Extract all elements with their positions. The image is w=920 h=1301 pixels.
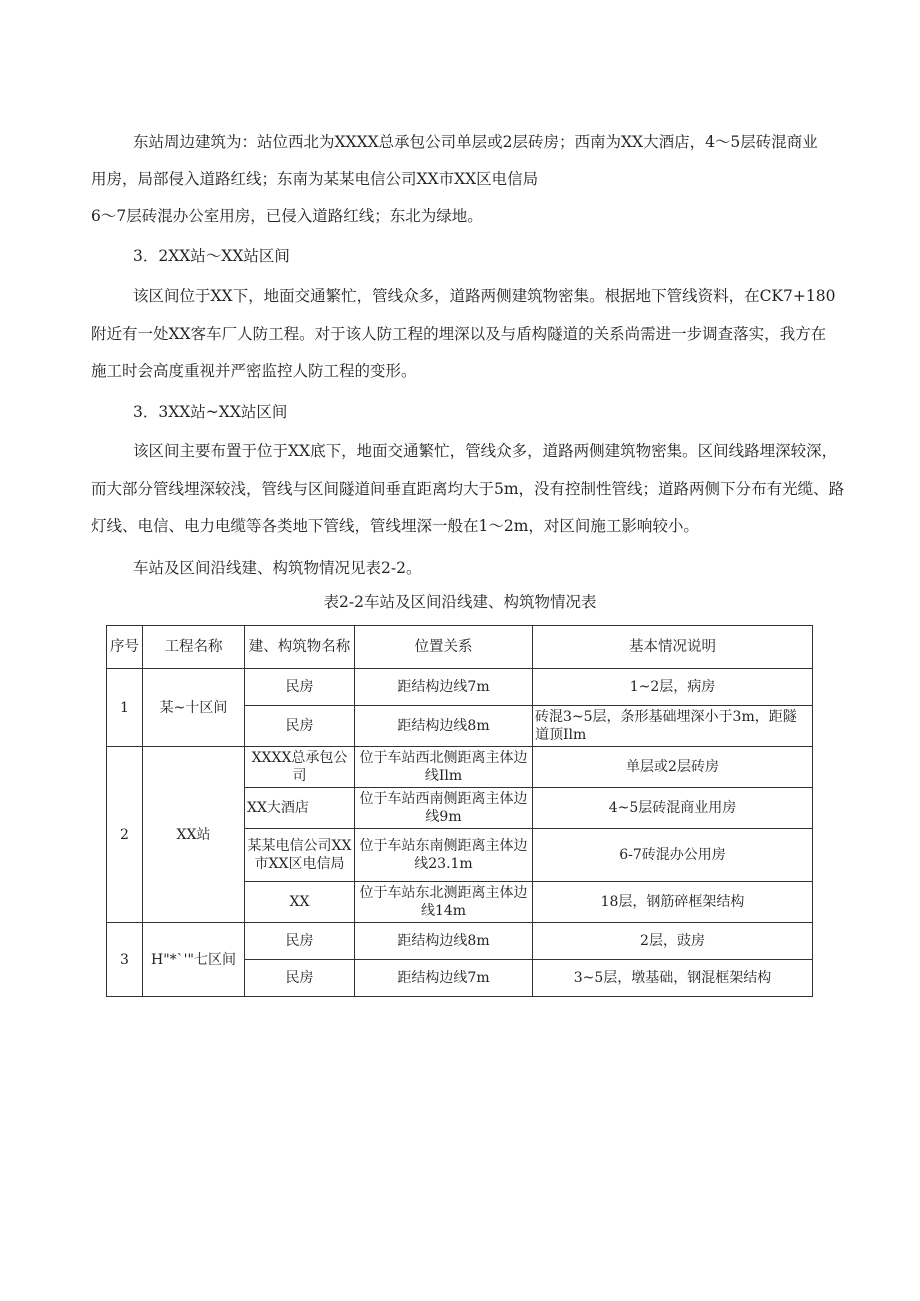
header-description: 基本情况说明 bbox=[533, 626, 813, 669]
table-caption: 表2-2车站及区间沿线建、构筑物情况表 bbox=[323, 593, 597, 611]
description-cell: 3~5层，墩基础，钢混框架结构 bbox=[533, 960, 813, 997]
group-no: 1 bbox=[107, 669, 143, 747]
paragraph-section-3-3-3: 灯线、电信、电力电缆等各类地下管线，管线埋深一般在1～2m，对区间施工影响较小。 bbox=[91, 517, 699, 535]
paragraph-section-3-2-2: 附近有一处XX客车厂人防工程。对于该人防工程的埋深以及与盾构隧道的关系尚需进一步调查落实，我方在 bbox=[91, 325, 827, 343]
group-name: XX站 bbox=[143, 747, 245, 923]
description-cell: 1~2层，病房 bbox=[533, 669, 813, 706]
building-cell: XXXX总承包公司 bbox=[245, 747, 355, 788]
buildings-table bbox=[106, 625, 813, 997]
paragraph-east-station-1: 东站周边建筑为：站位西北为XXXX总承包公司单层或2层砖房；西南为XX大酒店，4～5层砖混商业 bbox=[133, 133, 818, 151]
table-row bbox=[107, 923, 813, 960]
table-row bbox=[107, 747, 813, 788]
paragraph-section-3-2-3: 施工时会高度重视并严密监控人防工程的变形。 bbox=[91, 362, 417, 380]
description-cell: 单层或2层砖房 bbox=[533, 747, 813, 788]
paragraph-table-reference: 车站及区间沿线建、构筑物情况见表2-2。 bbox=[133, 559, 422, 577]
paragraph-section-3-3-1: 该区间主要布置于位于XX底下，地面交通繁忙，管线众多，道路两侧建筑物密集。区间线路埋深较深， bbox=[133, 442, 838, 460]
paragraph-east-station-3: 6～7层砖混办公室用房，已侵入道路红线；东北为绿地。 bbox=[91, 207, 483, 225]
description-cell: 18层，钢筋碎框架结构 bbox=[533, 882, 813, 923]
position-cell: 距结构边线8m bbox=[355, 706, 533, 747]
position-cell: 距结构边线8m bbox=[355, 923, 533, 960]
header-building-name: 建、构筑物名称 bbox=[245, 626, 355, 669]
description-cell: 6-7砖混办公用房 bbox=[533, 829, 813, 882]
paragraph-east-station-2: 用房，局部侵入道路红线；东南为某某电信公司XX市XX区电信局 bbox=[91, 170, 539, 188]
building-cell: 某某电信公司XX市XX区电信局 bbox=[245, 829, 355, 882]
building-cell: 民房 bbox=[245, 960, 355, 997]
header-project-name: 工程名称 bbox=[143, 626, 245, 669]
position-cell: 位于车站西南侧距离主体边线9m bbox=[355, 788, 533, 829]
group-no: 3 bbox=[107, 923, 143, 997]
description-cell: 4~5层砖混商业用房 bbox=[533, 788, 813, 829]
section-heading-3-3: 3．3XX站~XX站区间 bbox=[133, 403, 288, 421]
header-no: 序号 bbox=[107, 626, 143, 669]
section-heading-3-2: 3．2XX站～XX站区间 bbox=[133, 247, 290, 265]
building-cell: 民房 bbox=[245, 923, 355, 960]
building-cell: XX大酒店 bbox=[245, 788, 355, 829]
building-cell: 民房 bbox=[245, 669, 355, 706]
group-name: 某~十区间 bbox=[143, 669, 245, 747]
table-row bbox=[107, 669, 813, 706]
description-cell: 砖混3~5层，条形基础埋深小于3m，距隧道顶Ilm bbox=[533, 706, 813, 747]
position-cell: 位于车站西北侧距离主体边线Ilm bbox=[355, 747, 533, 788]
paragraph-section-3-3-2: 而大部分管线埋深较浅，管线与区间隧道间垂直距离均大于5m，没有控制性管线；道路两侧下分布有光缆、路 bbox=[91, 480, 845, 498]
paragraph-section-3-2-1: 该区间位于XX下，地面交通繁忙，管线众多，道路两侧建筑物密集。根据地下管线资料，在CK7+180 bbox=[133, 287, 836, 305]
header-position: 位置关系 bbox=[355, 626, 533, 669]
building-cell: 民房 bbox=[245, 706, 355, 747]
group-name: H"*`'"七区间 bbox=[143, 923, 245, 997]
position-cell: 距结构边线7m bbox=[355, 960, 533, 997]
position-cell: 距结构边线7m bbox=[355, 669, 533, 706]
building-cell: XX bbox=[245, 882, 355, 923]
group-no: 2 bbox=[107, 747, 143, 923]
description-cell: 2层，豉房 bbox=[533, 923, 813, 960]
position-cell: 位于车站东南侧距离主体边线23.1m bbox=[355, 829, 533, 882]
position-cell: 位于车站东北测距离主体边线14m bbox=[355, 882, 533, 923]
